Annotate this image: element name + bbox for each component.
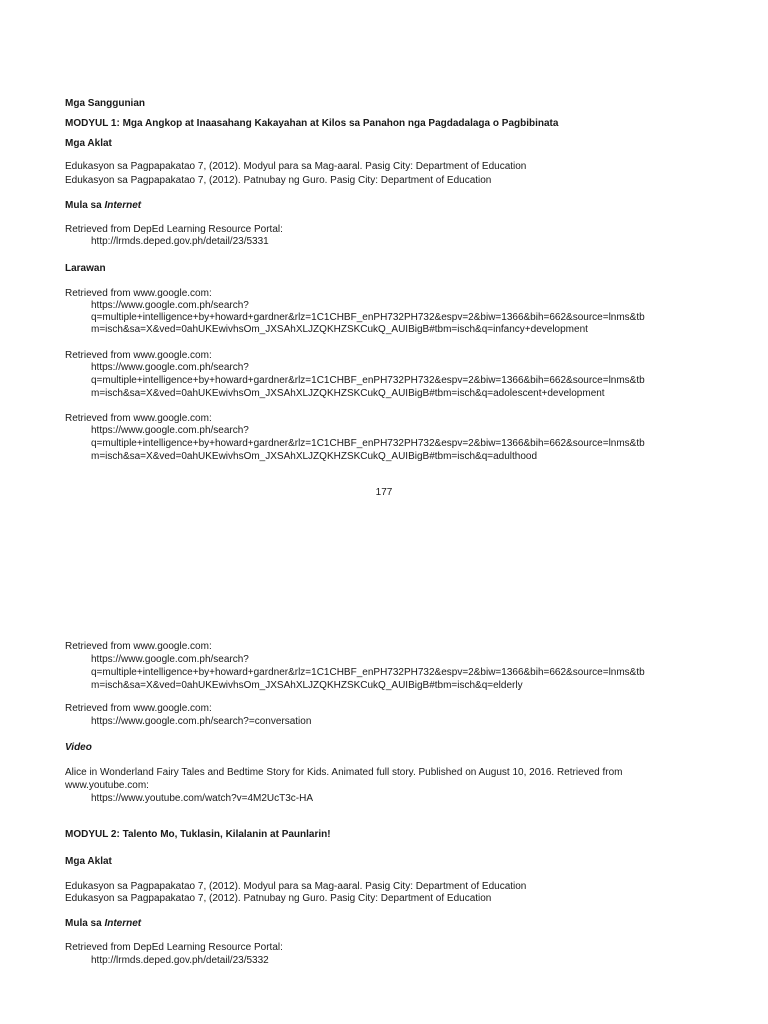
- larawan-heading: Larawan: [65, 263, 106, 274]
- reference-link[interactable]: m=isch&sa=X&ved=0ahUKEwivhsOm_JXSAhXLJZQKHZSKCukQ_AUIBigB#tbm=isch&q=adolescent+development: [91, 388, 605, 399]
- reference-text: Retrieved from DepEd Learning Resource Portal:: [65, 942, 283, 953]
- reference-link[interactable]: m=isch&sa=X&ved=0ahUKEwivhsOm_JXSAhXLJZQKHZSKCukQ_AUIBigB#tbm=isch&q=adulthood: [91, 451, 538, 462]
- reference-text: Alice in Wonderland Fairy Tales and Bedtime Story for Kids. Animated full story. Published on August 10, 2016. Retrieved from: [65, 767, 623, 778]
- reference-link[interactable]: https://www.google.com.ph/search?: [91, 362, 249, 373]
- modyul2-aklat-heading: Mga Aklat: [65, 856, 112, 867]
- reference-link[interactable]: q=multiple+intelligence+by+howard+gardner&rlz=1C1CHBF_enPH732PH732&espv=2&biw=1366&bih=662&source=lnms&tb: [91, 667, 645, 678]
- reference-link[interactable]: https://www.youtube.com/watch?v=4M2UcT3c-HA: [91, 793, 314, 804]
- reference-link[interactable]: q=multiple+intelligence+by+howard+gardner&rlz=1C1CHBF_enPH732PH732&espv=2&biw=1366&bih=662&source=lnms&tb: [91, 375, 645, 386]
- reference-text: Retrieved from www.google.com:: [65, 413, 212, 424]
- reference-link[interactable]: q=multiple+intelligence+by+howard+gardner&rlz=1C1CHBF_enPH732PH732&espv=2&biw=1366&bih=662&source=lnms&tb: [91, 438, 645, 449]
- reference-text: Retrieved from www.google.com:: [65, 350, 212, 361]
- reference-link[interactable]: https://www.google.com.ph/search?=conversation: [91, 716, 312, 727]
- reference-link[interactable]: https://www.google.com.ph/search?: [91, 654, 249, 665]
- reference-text: Retrieved from www.google.com:: [65, 703, 212, 714]
- heading-italic-word: Internet: [104, 918, 142, 929]
- reference-link[interactable]: https://www.google.com.ph/search?: [91, 300, 249, 311]
- reference-link[interactable]: http://lrmds.deped.gov.ph/detail/23/5332: [91, 955, 269, 966]
- heading-italic-word: Internet: [104, 200, 142, 211]
- reference-link[interactable]: m=isch&sa=X&ved=0ahUKEwivhsOm_JXSAhXLJZQKHZSKCukQ_AUIBigB#tbm=isch&q=infancy+development: [91, 324, 588, 335]
- modyul1-aklat-heading: Mga Aklat: [65, 138, 112, 149]
- modyul1-internet-heading: [65, 200, 141, 212]
- reference-text: www.youtube.com:: [65, 780, 149, 791]
- modyul2-aklat-entry: Edukasyon sa Pagpapakatao 7, (2012). Modyul para sa Mag-aaral. Pasig City: Department of Education: [65, 881, 527, 892]
- modyul1-aklat-entry: Edukasyon sa Pagpapakatao 7, (2012). Patnubay ng Guro. Pasig City: Department of Education: [65, 175, 492, 186]
- reference-text: Retrieved from www.google.com:: [65, 641, 212, 652]
- modyul1-heading: MODYUL 1: Mga Angkop at Inaasahang Kakayahan at Kilos sa Panahon nga Pagdadalaga o Pagbibinata: [65, 118, 559, 129]
- reference-link[interactable]: m=isch&sa=X&ved=0ahUKEwivhsOm_JXSAhXLJZQKHZSKCukQ_AUIBigB#tbm=isch&q=elderly: [91, 680, 523, 691]
- reference-text: Retrieved from DepEd Learning Resource Portal:: [65, 224, 283, 235]
- modyul2-internet-heading: [65, 918, 141, 930]
- video-heading: Video: [65, 742, 92, 753]
- reference-text: Retrieved from www.google.com:: [65, 288, 212, 299]
- reference-link[interactable]: https://www.google.com.ph/search?: [91, 425, 249, 436]
- page-title: Mga Sanggunian: [65, 98, 145, 109]
- reference-link[interactable]: q=multiple+intelligence+by+howard+gardner&rlz=1C1CHBF_enPH732PH732&espv=2&biw=1366&bih=662&source=lnms&tb: [91, 312, 645, 323]
- heading-prefix: Mula sa: [65, 918, 105, 929]
- heading-prefix: Mula sa: [65, 200, 105, 211]
- page-number: 177: [375, 487, 393, 498]
- modyul2-heading: MODYUL 2: Talento Mo, Tuklasin, Kilalanin at Paunlarin!: [65, 829, 331, 840]
- modyul2-aklat-entry: Edukasyon sa Pagpapakatao 7, (2012). Patnubay ng Guro. Pasig City: Department of Education: [65, 893, 492, 904]
- modyul1-aklat-entry: Edukasyon sa Pagpapakatao 7, (2012). Modyul para sa Mag-aaral. Pasig City: Department of Education: [65, 161, 527, 172]
- reference-link[interactable]: http://lrmds.deped.gov.ph/detail/23/5331: [91, 236, 269, 247]
